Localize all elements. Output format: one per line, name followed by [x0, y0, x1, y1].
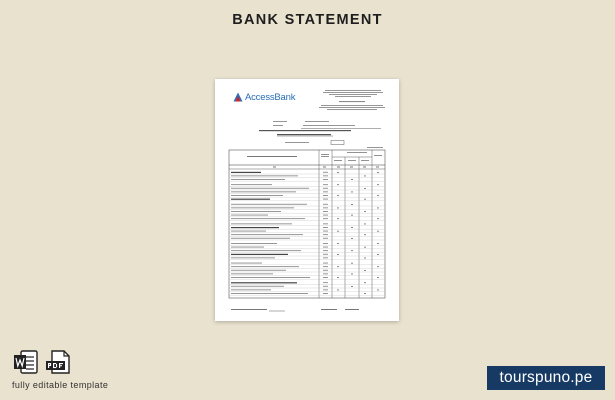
bank-name: AccessBank — [245, 91, 296, 103]
word-icon[interactable] — [13, 350, 38, 374]
statement-document-preview[interactable] — [215, 79, 399, 321]
signature-footer — [215, 79, 399, 321]
brand-badge[interactable]: tourspuno.pe — [487, 366, 605, 390]
pdf-icon[interactable] — [45, 350, 70, 374]
caption: fully editable template — [12, 380, 109, 390]
page-title: BANK STATEMENT — [232, 12, 383, 28]
format-icons — [13, 350, 70, 374]
